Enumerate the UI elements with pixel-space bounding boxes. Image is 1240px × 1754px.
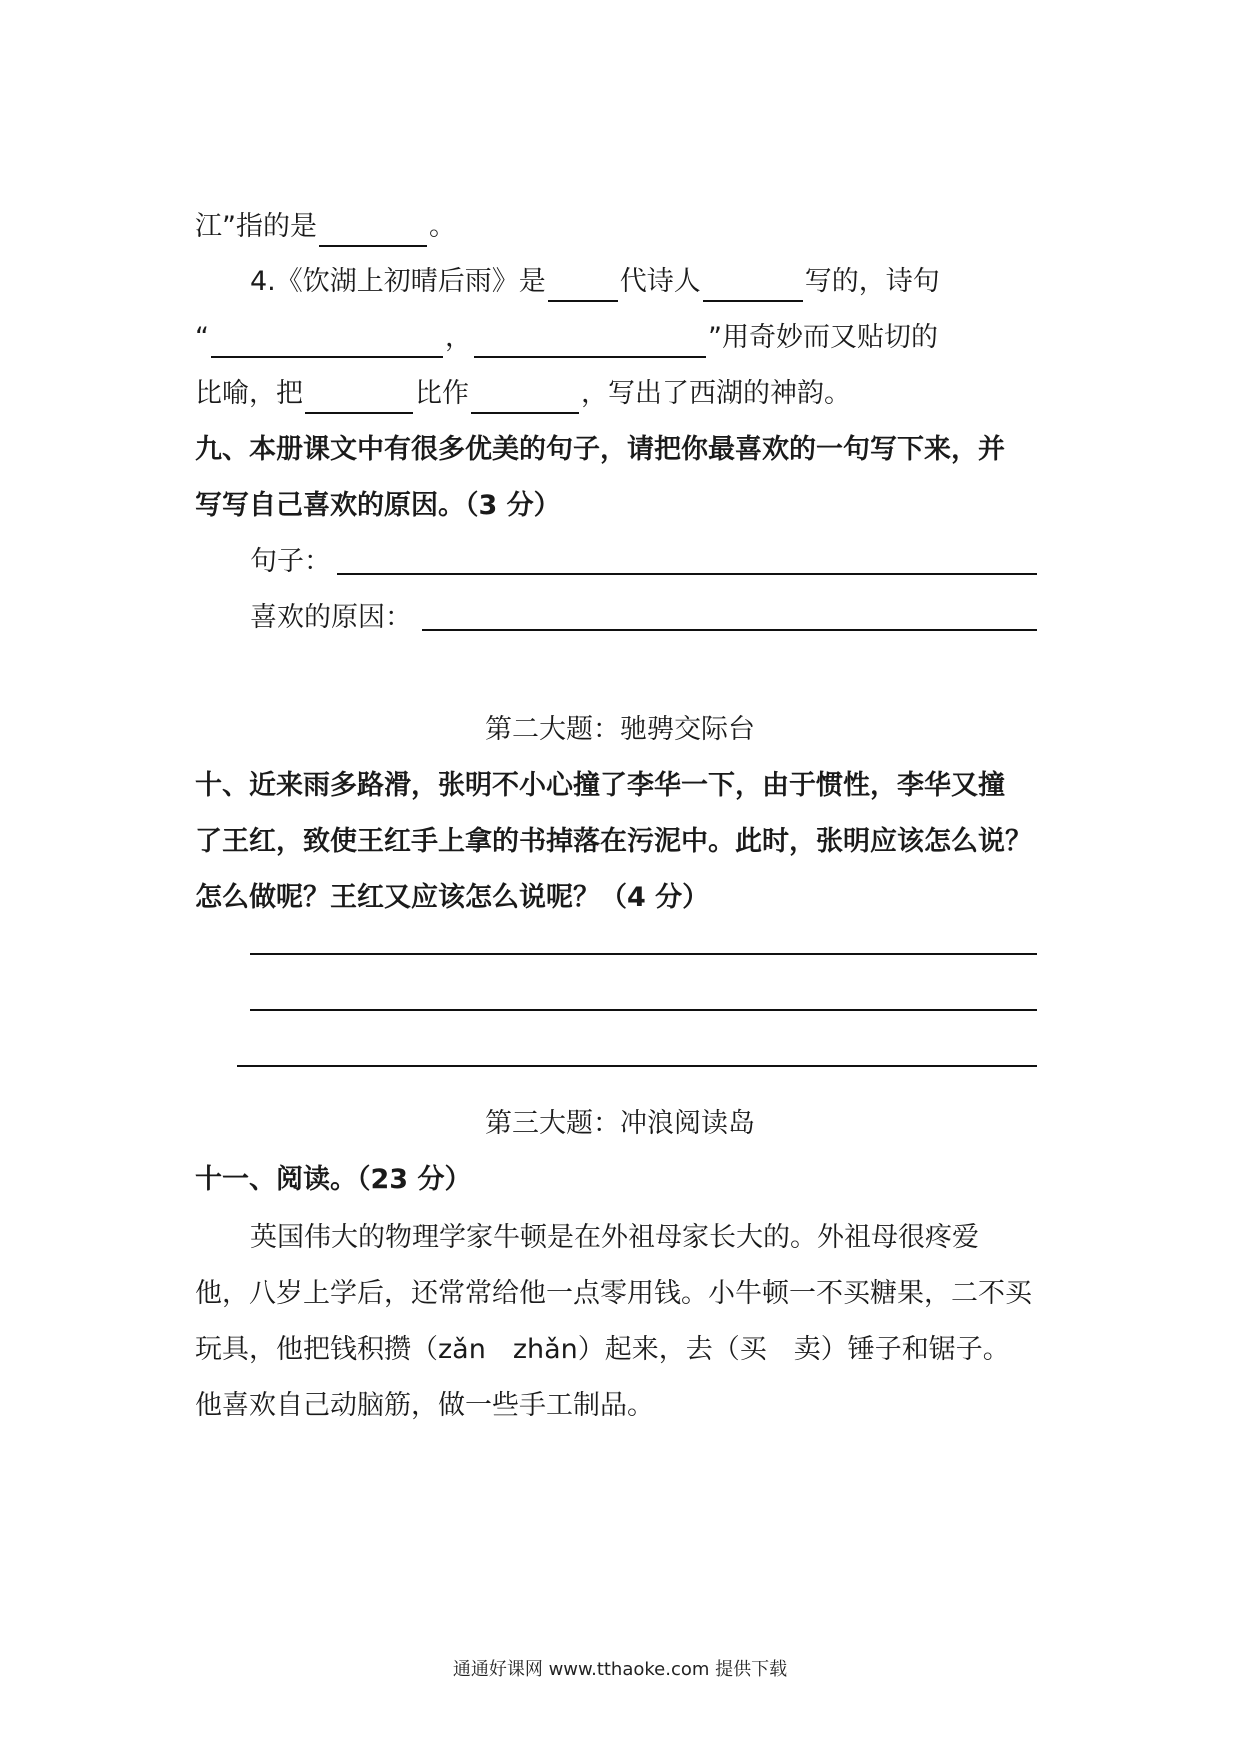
q10-answer-line-2[interactable]	[250, 1009, 1037, 1011]
q10-line3: 怎么做呢？王红又应该怎么说呢？（4 分）	[195, 882, 710, 913]
answer-blank[interactable]	[474, 326, 706, 358]
answer-blank[interactable]	[211, 326, 443, 358]
q8-item4-text: 写的，诗句	[804, 266, 940, 297]
section2-title: 第二大题：驰骋交际台	[485, 714, 755, 745]
answer-blank[interactable]	[548, 270, 618, 302]
q9-reason-label: 喜欢的原因：	[250, 602, 412, 633]
q8-item4-line3	[195, 374, 1045, 414]
answer-blank[interactable]	[471, 382, 579, 414]
q10-answer-line-3[interactable]	[237, 1065, 1037, 1067]
q8-item4-text: ”用奇妙而又贴切的	[708, 322, 938, 353]
q11-paragraph-line1: 英国伟大的物理学家牛顿是在外祖母家长大的。外祖母很疼爱	[250, 1222, 979, 1253]
q8-line1-end: 。	[429, 211, 456, 242]
q8-line1-text: 江”指的是	[195, 211, 317, 242]
q8-item4-text: 比作	[415, 378, 469, 409]
q11-paragraph-line4: 他喜欢自己动脑筋，做一些手工制品。	[195, 1390, 654, 1421]
q8-line-jiang	[195, 207, 1045, 247]
q8-item4-line1	[250, 262, 1100, 302]
sentence-answer-line[interactable]	[337, 573, 1037, 575]
answer-blank[interactable]	[703, 270, 803, 302]
q9-title-line2: 写写自己喜欢的原因。（3 分）	[195, 490, 561, 521]
q8-item4-text: 代诗人	[619, 266, 701, 297]
q8-item4-text: 4.《饮湖上初晴后雨》是	[250, 266, 546, 297]
section3-title: 第三大题：冲浪阅读岛	[485, 1108, 755, 1139]
q10-line2: 了王红，致使王红手上拿的书掉落在污泥中。此时，张明应该怎么说？	[195, 826, 1032, 857]
q10-line1: 十、近来雨多路滑，张明不小心撞了李华一下，由于惯性，李华又撞	[195, 770, 1005, 801]
q11-paragraph-line2: 他，八岁上学后，还常常给他一点零用钱。小牛顿一不买糖果，二不买	[195, 1278, 1032, 1309]
q8-item4-text: 比喻，把	[195, 378, 303, 409]
reason-answer-line[interactable]	[422, 629, 1037, 631]
q8-item4-text: ，	[445, 322, 472, 353]
q11-paragraph-line3: 玩具，他把钱积攒（zǎn zhǎn）起来，去（买 卖）锤子和锯子。	[195, 1334, 1010, 1365]
q9-sentence-label: 句子：	[250, 546, 331, 577]
answer-blank[interactable]	[319, 215, 427, 247]
q8-item4-line2	[195, 318, 1045, 358]
q9-title-line1: 九、本册课文中有很多优美的句子，请把你最喜欢的一句写下来，并	[195, 434, 1005, 465]
footer-credit: 通通好课网 www.tthaoke.com 提供下载	[452, 1659, 788, 1680]
q8-item4-text: “	[195, 322, 209, 353]
answer-blank[interactable]	[305, 382, 413, 414]
q11-title: 十一、阅读。（23 分）	[195, 1164, 472, 1195]
q10-answer-line-1[interactable]	[250, 953, 1037, 955]
q8-item4-text: ，写出了西湖的神韵。	[581, 378, 851, 409]
